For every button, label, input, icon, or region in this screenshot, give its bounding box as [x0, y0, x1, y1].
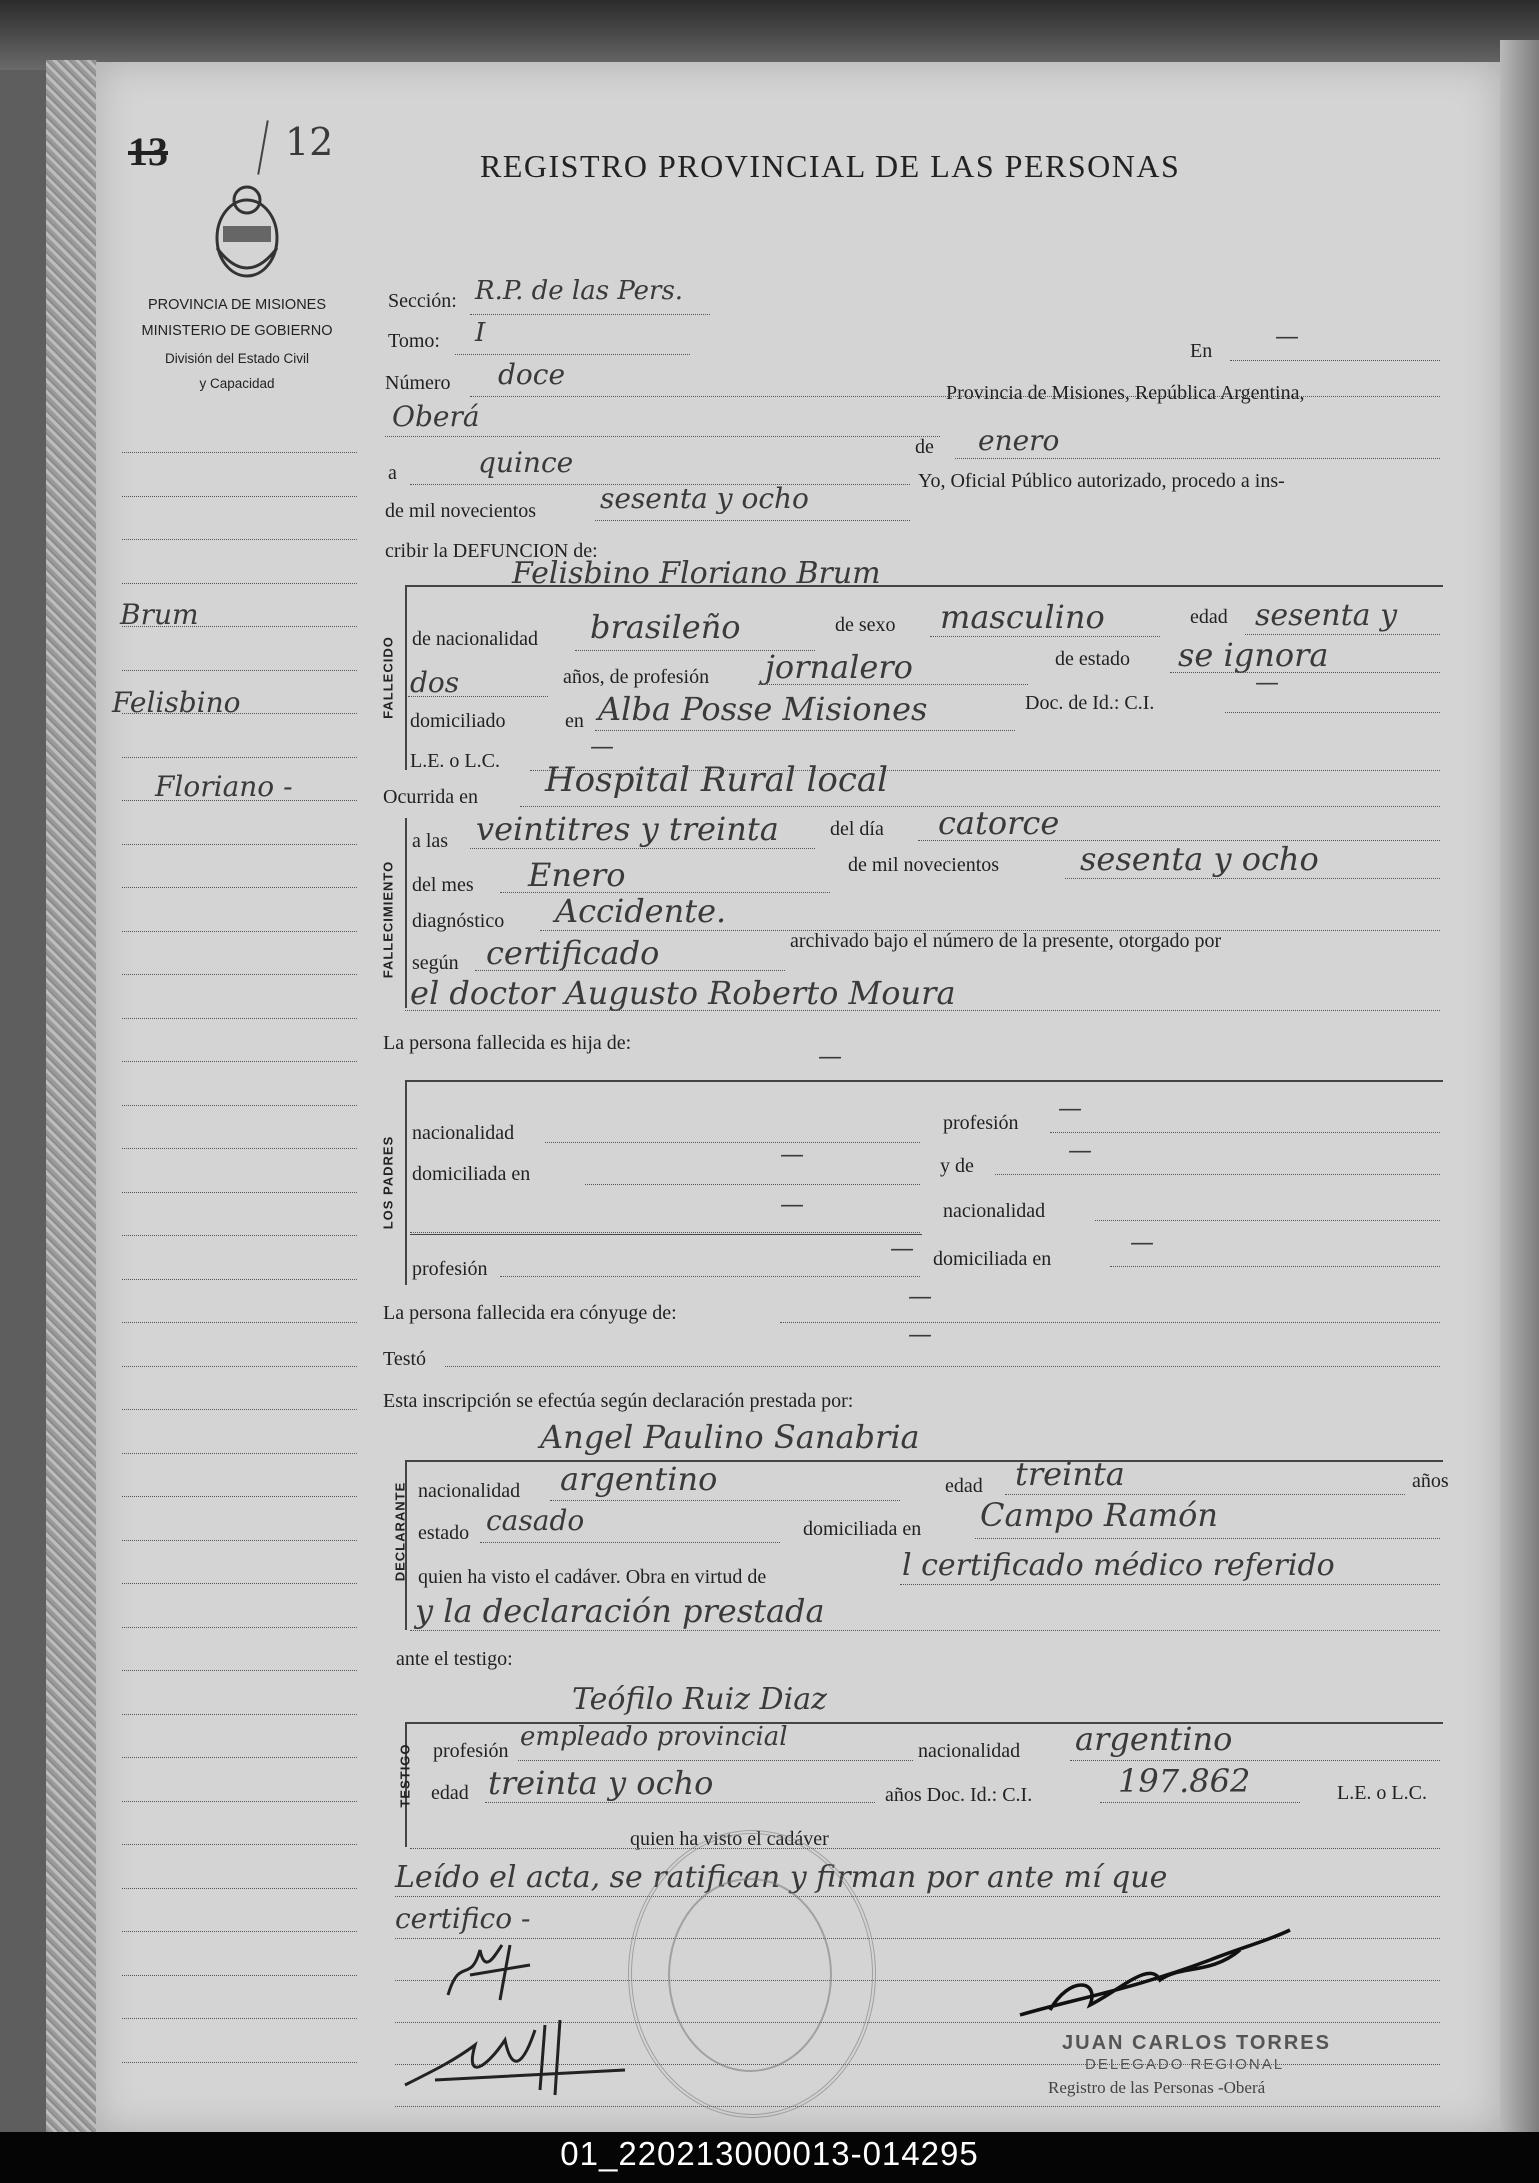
- declarante-obra-value: l certificado médico referido: [902, 1548, 1335, 1583]
- profesion-line: [758, 684, 1028, 685]
- margin-rule: [122, 887, 357, 888]
- declarante-nacionalidad-line: [550, 1500, 900, 1501]
- domiciliado-label: domiciliado: [410, 710, 506, 732]
- testo-line: [445, 1366, 1440, 1367]
- declarante-name: Angel Paulino Sanabria: [540, 1418, 920, 1456]
- testigo-doc-line: [1100, 1802, 1300, 1803]
- certificate-page: [96, 62, 1500, 2132]
- header-division: División del Estado Civil: [164, 351, 310, 366]
- diag-value: Accidente.: [555, 892, 727, 930]
- hija-label: La persona fallecida es hija de:: [383, 1032, 632, 1054]
- header-province: PROVINCIA DE MISIONES: [147, 297, 327, 313]
- margin-rule: [122, 670, 357, 671]
- declarante-domiciliada-value: Campo Ramón: [980, 1496, 1218, 1534]
- mes-year-label: de mil novecientos: [848, 854, 1000, 876]
- declarante-obra2-line: [410, 1630, 1440, 1631]
- cribir-text: cribir la DEFUNCION de:: [385, 540, 598, 562]
- margin-rule: [122, 1453, 357, 1454]
- margin-rule: [122, 1670, 357, 1671]
- conyuge-value: —: [908, 1282, 932, 1310]
- testigo-doc-value: 197.862: [1118, 1762, 1251, 1800]
- sexo-line: [930, 636, 1160, 637]
- padres-profesion2-line: [500, 1276, 920, 1277]
- segun-value: certificado: [486, 934, 660, 972]
- margin-rule: [122, 1105, 357, 1106]
- padres-rule: [410, 1234, 922, 1235]
- hora-value: veintitres y treinta: [476, 810, 779, 848]
- testigo-side-label: TESTIGO: [397, 1743, 413, 1808]
- declarante-obra-value2: y la declaración prestada: [415, 1592, 825, 1630]
- padres-domiciliada2-label: domiciliada en: [933, 1248, 1052, 1270]
- padres-domiciliada-line: [585, 1184, 920, 1185]
- signature-declarante-icon: [440, 1935, 550, 2005]
- padres-profesion2-label: profesión: [412, 1258, 488, 1280]
- edad-value: sesenta y: [1255, 598, 1398, 633]
- margin-rule: [122, 1888, 357, 1889]
- padres-domiciliada-label: domiciliada en: [412, 1163, 531, 1185]
- edad-value-cont: dos: [410, 666, 460, 699]
- padres-bracket: [405, 1080, 407, 1285]
- padres-side-label: LOS PADRES: [380, 1135, 396, 1230]
- numero-label: Número: [385, 372, 451, 394]
- dia-value: catorce: [938, 804, 1060, 842]
- margin-rule: [122, 1583, 357, 1584]
- margin-rule: [122, 974, 357, 975]
- en-value: —: [1275, 322, 1299, 350]
- padres-nacionalidad-label: nacionalidad: [412, 1122, 515, 1144]
- margin-rule: [122, 1975, 357, 1976]
- testigo-le-label: L.E. o L.C.: [1337, 1782, 1427, 1804]
- padres-yde-label: y de: [940, 1155, 974, 1177]
- official-seal-inner: [668, 1878, 832, 2072]
- hora-label: a las: [412, 830, 449, 852]
- year-value: sesenta y ocho: [600, 482, 809, 515]
- testigo-edad-line: [485, 1802, 875, 1803]
- testigo-visto-text: quien ha visto el cadáver: [630, 1828, 829, 1850]
- declaracion-text: Esta inscripción se efectúa según declaración prestada por:: [383, 1390, 854, 1412]
- declarante-obra-line: [900, 1584, 1440, 1585]
- margin-first-name: Felisbino: [112, 686, 241, 719]
- padres-domiciliada2-line: [1110, 1266, 1440, 1267]
- declarante-nacionalidad-label: nacionalidad: [418, 1480, 521, 1502]
- margin-rule: [122, 2062, 357, 2063]
- nacionalidad-label: de nacionalidad: [412, 628, 539, 650]
- margin-rule: [122, 1931, 357, 1932]
- conyuge-label: La persona fallecida era cónyuge de:: [383, 1302, 677, 1324]
- testo-label: Testó: [383, 1348, 427, 1370]
- margin-rule: [122, 1757, 357, 1758]
- margin-rule: [122, 931, 357, 932]
- margin-rule: [122, 1279, 357, 1280]
- padres-yde-value: —: [1068, 1136, 1092, 1164]
- margin-rule: [122, 1322, 357, 1323]
- padres-profesion-value: —: [1058, 1094, 1082, 1122]
- declarante-edad-line: [1005, 1494, 1405, 1495]
- declarante-edad-label: edad: [945, 1475, 983, 1497]
- padres-domiciliada-value: —: [780, 1140, 804, 1168]
- declarante-anos-label: años: [1412, 1470, 1449, 1492]
- tomo-label: Tomo:: [388, 330, 440, 352]
- margin-surname: Brum: [120, 598, 199, 631]
- declarante-side-label: DECLARANTE: [392, 1481, 408, 1582]
- doc-value: —: [1255, 668, 1279, 696]
- margin-rule: [122, 1844, 357, 1845]
- margin-rule: [122, 1409, 357, 1410]
- padres-domiciliada2-value: —: [1130, 1228, 1154, 1256]
- provincia-text: Provincia de Misiones, República Argentina,: [946, 382, 1305, 404]
- padres-top-rule: [405, 1080, 1443, 1082]
- a-label: a: [388, 462, 397, 484]
- margin-rule: [122, 1540, 357, 1541]
- margin-second-name: Floriano -: [155, 770, 293, 803]
- hora-line: [470, 848, 815, 849]
- official-role: DELEGADO REGIONAL: [1085, 2056, 1285, 2073]
- margin-rule: [122, 452, 357, 453]
- margin-rule: [122, 1496, 357, 1497]
- margin-rule: [122, 844, 357, 845]
- domicilio-value: Alba Posse Misiones: [598, 690, 928, 728]
- testigo-ante-label: ante el testigo:: [396, 1648, 513, 1670]
- de-label: de: [915, 436, 934, 458]
- declarante-estado-label: estado: [418, 1522, 470, 1544]
- le-value: —: [590, 732, 614, 760]
- edad-label: edad: [1190, 606, 1228, 628]
- padres-nacionalidad2-label: nacionalidad: [943, 1200, 1046, 1222]
- place-value: Oberá: [392, 400, 480, 433]
- testigo-name: Teófilo Ruiz Diaz: [572, 1682, 827, 1717]
- coat-of-arms-icon: [205, 178, 289, 286]
- padres-nacionalidad2-line: [1095, 1220, 1440, 1221]
- margin-rule: [122, 583, 357, 584]
- mes-year-value: sesenta y ocho: [1080, 840, 1319, 878]
- tomo-value: I: [475, 318, 486, 348]
- padres-profesion-line: [1050, 1132, 1440, 1133]
- padres-profesion-label: profesión: [943, 1112, 1019, 1134]
- margin-rule: [122, 757, 357, 758]
- declarante-edad-value: treinta: [1015, 1455, 1125, 1493]
- doctor-value: el doctor Augusto Roberto Moura: [410, 974, 956, 1012]
- seccion-value: R.P. de las Pers.: [475, 276, 684, 306]
- margin-rule: [122, 539, 357, 540]
- seccion-label: Sección:: [388, 290, 457, 312]
- edad-cont-line: [408, 696, 548, 697]
- year-line: [595, 520, 910, 521]
- dia-label: del día: [830, 818, 884, 840]
- doc-line: [1225, 712, 1440, 713]
- numero-value: doce: [498, 358, 566, 391]
- official-name: JUAN CARLOS TORRES: [1062, 2032, 1331, 2054]
- oficial-text: Yo, Oficial Público autorizado, procedo a ins-: [918, 470, 1285, 492]
- estado-value: se ignora: [1178, 636, 1329, 674]
- nacionalidad-value: brasileño: [590, 608, 741, 646]
- declarante-estado-line: [480, 1542, 780, 1543]
- declarante-visto-text: quien ha visto el cadáver. Obra en virtud de: [418, 1566, 767, 1588]
- book-edge: [1500, 40, 1539, 2140]
- mes-label: del mes: [412, 874, 474, 896]
- margin-rule: [122, 496, 357, 497]
- testo-value: —: [908, 1320, 932, 1348]
- testigo-doc-label: años Doc. Id.: C.I.: [885, 1784, 1033, 1806]
- testigo-nacionalidad-line: [1070, 1760, 1440, 1761]
- day-value: quince: [478, 446, 574, 479]
- margin-rule: [122, 1714, 357, 1715]
- signature-official-icon: [1010, 1920, 1300, 2030]
- mes-year-line: [1065, 878, 1440, 879]
- diag-label: diagnóstico: [412, 910, 505, 932]
- year-label: de mil novecientos: [385, 500, 537, 522]
- padres-profesion2-value: —: [890, 1234, 914, 1262]
- ocurrida-label: Ocurrida en: [383, 786, 478, 808]
- margin-rule: [122, 1627, 357, 1628]
- domicilio-en-label: en: [565, 710, 584, 732]
- fallecido-bracket: [405, 585, 407, 770]
- seccion-line: [470, 314, 710, 315]
- en-label: En: [1190, 340, 1213, 362]
- declarante-domiciliada-label: domiciliada en: [803, 1518, 922, 1540]
- margin-rule: [122, 1801, 357, 1802]
- tomo-line: [455, 354, 690, 355]
- folio-struck: 13: [128, 129, 168, 174]
- closing-line: [395, 1896, 1440, 1897]
- doc-label: Doc. de Id.: C.I.: [1025, 692, 1155, 714]
- declarante-domiciliada-line: [975, 1538, 1440, 1539]
- margin-rule: [122, 1148, 357, 1149]
- month-line: [955, 458, 1440, 459]
- segun-label: según: [412, 952, 459, 974]
- testigo-profesion-label: profesión: [433, 1740, 509, 1762]
- padres-nacionalidad-line: [545, 1142, 920, 1143]
- testigo-nacionalidad-value: argentino: [1075, 1720, 1233, 1758]
- hija-value: —: [818, 1042, 842, 1070]
- margin-rule: [122, 1061, 357, 1062]
- month-value: enero: [978, 424, 1060, 457]
- ocurrida-value: Hospital Rural local: [545, 760, 889, 800]
- segun-line: [475, 970, 785, 971]
- header-capacidad: y Capacidad: [199, 376, 275, 391]
- declarante-estado-value: casado: [486, 1504, 585, 1537]
- margin-rule: [122, 1192, 357, 1193]
- en-line: [1230, 360, 1440, 361]
- closing-text: Leído el acta, se ratifican y firman por ante mí que: [395, 1860, 1168, 1895]
- folio-number: 12: [285, 120, 334, 164]
- margin-rule: [122, 2018, 357, 2019]
- testigo-visto-line: [410, 1848, 1440, 1849]
- book-binding: [46, 60, 98, 2140]
- testigo-nacionalidad-label: nacionalidad: [918, 1740, 1021, 1762]
- padres-row3-line: [410, 1232, 920, 1233]
- fallecimiento-bracket: [405, 818, 407, 1008]
- domicilio-line: [595, 730, 1015, 731]
- file-id: 01_220213000013-014295: [560, 2135, 979, 2172]
- testigo-edad-value: treinta y ocho: [488, 1764, 714, 1802]
- conyuge-line: [780, 1322, 1440, 1323]
- sexo-label: de sexo: [835, 614, 896, 636]
- declarante-nacionalidad-value: argentino: [560, 1460, 718, 1498]
- doctor-line: [405, 1010, 1440, 1011]
- official-office: Registro de las Personas -Oberá: [1048, 2078, 1266, 2097]
- margin-rule: [122, 1366, 357, 1367]
- scan-background-top: [0, 0, 1539, 70]
- anos-profesion-label: años, de profesión: [563, 666, 710, 688]
- place-line: [385, 436, 940, 437]
- estado-label: de estado: [1055, 648, 1130, 670]
- margin-rule: [122, 1018, 357, 1019]
- estado-line: [1170, 672, 1440, 673]
- fallecido-side-label: FALLECIDO: [380, 636, 396, 719]
- margin-rule: [122, 1235, 357, 1236]
- signature-testigo-icon: [395, 2010, 645, 2100]
- fallecido-name: Felisbino Floriano Brum: [512, 556, 881, 591]
- document-title: REGISTRO PROVINCIAL DE LAS PERSONAS: [480, 148, 1181, 184]
- padres-row3-value: —: [780, 1190, 804, 1218]
- edad-line: [1245, 634, 1440, 635]
- testigo-profesion-value: empleado provincial: [520, 1722, 788, 1752]
- mes-value: Enero: [528, 856, 626, 894]
- closing-text-2: certifico -: [395, 1902, 531, 1935]
- fallecimiento-side-label: FALLECIMIENTO: [380, 860, 396, 979]
- testigo-profesion-line: [518, 1760, 913, 1761]
- header-ministry: MINISTERIO DE GOBIERNO: [141, 323, 333, 339]
- lower-rule: [395, 2106, 1440, 2107]
- testigo-edad-label: edad: [431, 1782, 469, 1804]
- archivado-text: archivado bajo el número de la presente, otorgado por: [790, 930, 1222, 952]
- sexo-value: masculino: [940, 598, 1105, 636]
- le-label: L.E. o L.C.: [410, 750, 500, 772]
- profesion-value: jornalero: [765, 648, 913, 686]
- padres-yde-line: [995, 1174, 1440, 1175]
